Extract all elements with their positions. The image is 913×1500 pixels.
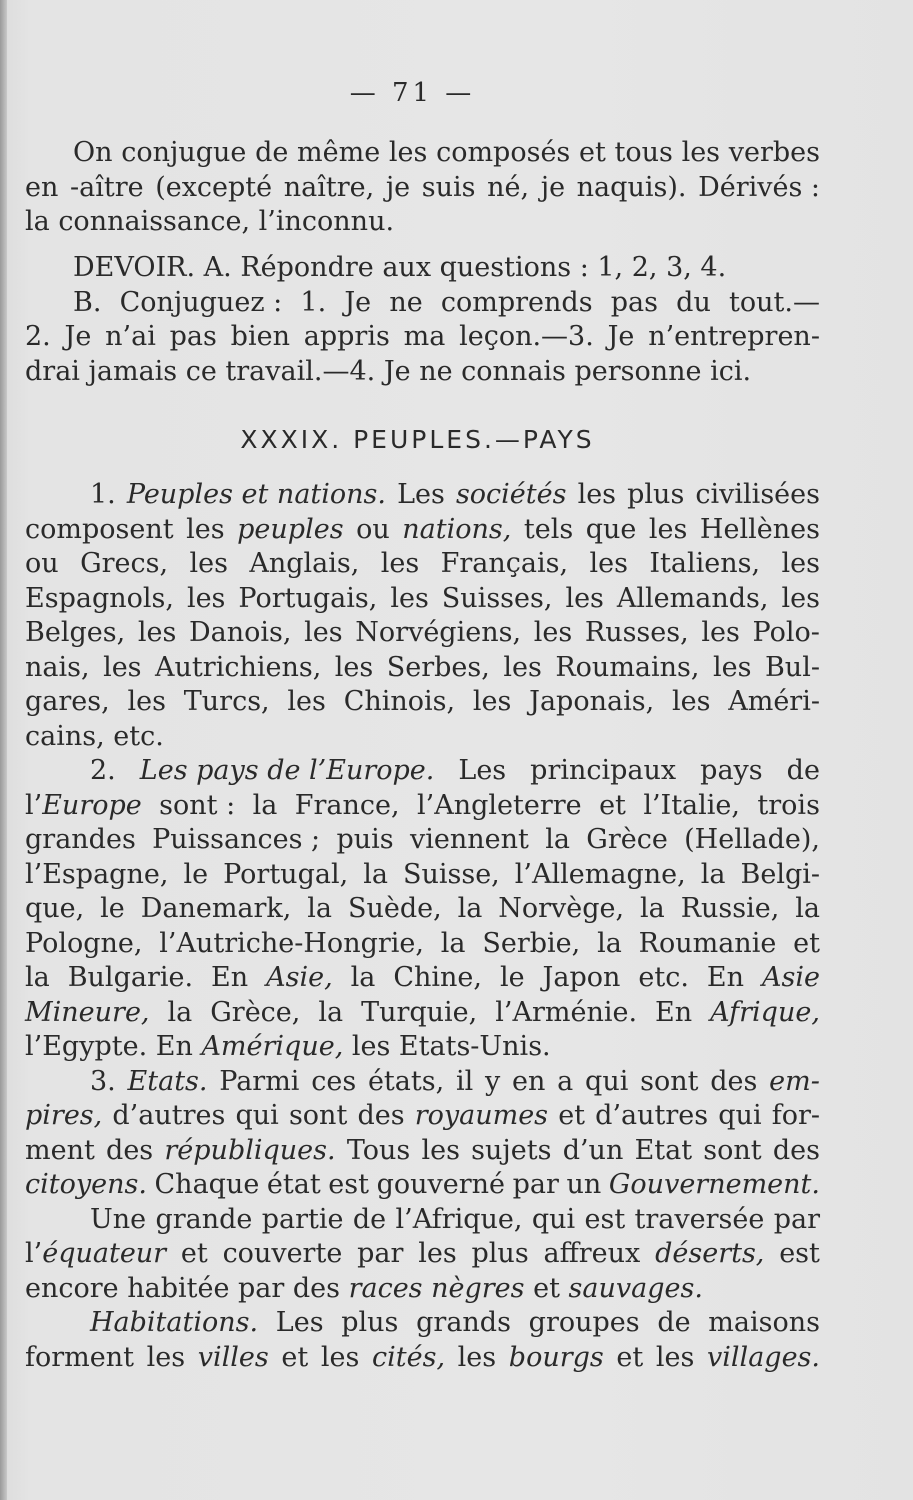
word: en [25,171,59,203]
word: il [455,1065,474,1097]
word: Les [397,479,445,510]
word: les [781,548,820,579]
word: n’entrepren- [648,321,820,352]
word: des [710,1065,758,1097]
word: d’un [562,1134,624,1166]
word: villages. [707,1341,820,1373]
word: Chaque [154,1169,260,1200]
word: Bul- [764,651,820,683]
word: par [773,1203,820,1235]
intro-line [25,136,820,171]
body-line [25,478,820,513]
word: sont [640,1065,699,1097]
word: les [533,617,573,648]
word: Grecs, [80,548,169,579]
word: même [297,137,381,168]
word: l’Afrique, [395,1203,523,1235]
word: les [418,1238,457,1269]
word: grande [155,1203,253,1235]
word: les [103,651,142,683]
word: Mineure, [25,996,150,1028]
word: ment [25,1134,95,1166]
word: Turquie, [361,996,478,1028]
word: la [457,893,483,924]
word: gouverné [376,1169,505,1200]
word: Turcs, [183,686,270,717]
word: Chine, [393,962,482,993]
word: ces [311,1065,357,1097]
word: trois [757,789,820,821]
word: les [189,548,228,579]
word: Espagnols, [25,582,174,614]
word: le [499,962,525,993]
word: est [584,1203,626,1235]
word: Polo- [752,617,820,648]
word: les [388,137,428,168]
chapter-heading: XXXIX. PEUPLES.—PAYS [240,425,595,454]
word: que, [25,893,85,924]
word: En [655,996,693,1028]
word: plus [471,1238,529,1269]
word: par [512,1169,559,1200]
word: de [352,1203,387,1235]
word: Allemands, [616,582,769,614]
word: les [565,582,604,614]
chapter-body [25,478,820,1375]
word: verbes [728,137,820,168]
word: état [266,1169,321,1200]
word: la [597,927,622,959]
body-line [25,961,820,996]
word: ne [389,286,423,318]
word: les [320,1341,360,1373]
word: etc. [638,962,689,993]
word: républiques. [164,1134,336,1166]
word: la [640,893,665,924]
word: l’ [25,1238,43,1269]
word: Danois, [188,617,292,648]
word: civilisées [695,479,820,510]
body-line [25,858,820,893]
word: ou [25,548,59,579]
body-line [25,892,820,927]
word: équateur [42,1238,167,1269]
word: qui [585,1065,629,1097]
word: a [557,1065,574,1097]
word: 2. [25,321,51,352]
word: Belgi- [740,858,820,890]
word: des [772,1134,820,1166]
word: l’Italie, [643,789,740,821]
word: de [255,137,289,168]
word: et [578,137,606,168]
word: Suisses, [441,582,553,614]
intro-line [25,205,820,240]
word: cités, [372,1341,446,1373]
word: Tous [346,1134,411,1166]
word: Parmi [219,1065,300,1097]
word: des [106,1134,154,1166]
word: Portugal, [223,858,349,890]
word: B. [73,286,102,318]
word: les [681,137,721,168]
word: gares, [25,686,110,717]
word: tout.— [729,286,820,318]
word: la [307,893,333,924]
word: Autrichiens, [155,651,322,683]
word: les [127,686,166,717]
word: Russes, [584,617,689,648]
devoir-line [25,355,820,390]
body-line [25,789,820,824]
word: 1. [90,479,116,510]
devoir-line [25,251,820,286]
body-line [25,1272,820,1307]
word: la [25,962,50,993]
word: le [100,893,125,924]
word: plus [341,1307,399,1338]
word: Japon [542,962,621,993]
body-line [25,616,820,651]
word: composent [25,513,174,545]
word: les [503,651,542,683]
word: pires, [25,1100,103,1131]
word: appris [303,321,390,352]
devoir-paragraph [25,251,820,389]
word: comprends [440,286,593,318]
word: peuples [237,513,344,545]
word: 2. [90,755,116,786]
word: sujets [471,1134,552,1166]
word: bourgs [508,1341,604,1373]
word: Suisse, [402,858,500,890]
word: et [793,927,820,959]
word: Bulgarie. [67,962,194,993]
word: Afrique, [710,996,820,1028]
word: sont : [159,789,236,821]
body-line [25,547,820,582]
word: qui [235,1100,279,1131]
word: maisons [708,1307,820,1338]
word: l’Egypte. En Amérique, les Etats-Unis. [25,1031,551,1062]
word: nations, [402,513,512,545]
word: pays [700,755,763,786]
word: les [457,1341,497,1373]
word: (excepté [155,171,273,203]
word: grands [416,1307,511,1338]
body-line [25,996,820,1031]
body-line [25,1030,820,1065]
word: Grèce [586,824,668,855]
word: royaumes [414,1100,549,1131]
word: Je [344,286,372,318]
word: les [577,479,617,510]
word: Je [607,321,635,352]
word: les [304,617,343,648]
word: déserts, [655,1238,765,1269]
word: Roumains, [555,651,700,683]
word [25,789,142,824]
word: Russie, [680,893,780,924]
word: les [589,548,628,579]
word: les [334,651,374,683]
word: for- [771,1100,820,1131]
word: France, [294,789,400,821]
body-line [25,582,820,617]
word: 1. [300,286,327,318]
word: traversée [634,1203,765,1235]
word: des [357,1100,405,1131]
word: l’Espagne, [25,858,169,890]
word: pas [169,321,217,352]
word: sont [703,1134,762,1166]
word: les [390,582,429,614]
word: Suède, [347,893,442,924]
word: la [545,824,570,855]
word: en [512,1065,546,1097]
word: les [186,582,226,614]
word: la [252,789,278,821]
word: Europe [42,789,142,821]
word: En [211,962,249,993]
word: On [73,137,113,168]
word: les [146,1341,186,1373]
word: de [786,755,820,786]
word: d’autres [112,1100,226,1131]
word: né, [487,171,530,203]
word: partie [261,1203,344,1235]
word: leçon.—3. [459,321,594,352]
word: Chinois, [343,686,456,717]
word: conjugue [121,137,247,168]
word: sont [288,1100,348,1131]
word: (Hellade), [684,824,820,855]
word: je [540,171,566,203]
word: les [421,1134,460,1166]
body-line [25,651,820,686]
word: naquis). [576,171,687,203]
word: composés [436,137,571,168]
intro-paragraph [25,136,820,240]
word: Serbes, [386,651,490,683]
body-line [25,1065,820,1100]
word: Serbie, [482,927,581,959]
word: tels [523,513,574,545]
word: plus [627,479,685,510]
word: Hellènes [699,513,820,545]
word: Conjuguez : [119,286,283,318]
word: naître, [283,171,375,203]
word: DEVOIR. A. Répondre aux questions : 1, 2, 3, 4. [73,252,727,283]
word [25,1237,166,1272]
body-line [25,1203,820,1238]
word: Asie [761,962,820,993]
word: citoyens. [25,1169,147,1200]
word: Gouvernement. [608,1169,820,1200]
word: les [781,582,820,614]
word: sociétés [455,479,567,510]
word: états, [367,1065,445,1097]
word: bien [230,321,290,352]
word: Une [90,1203,147,1235]
word: l’ [25,789,43,821]
word: les [671,686,711,717]
word: -aître [69,171,144,203]
word: la [795,893,820,924]
word: Les pays de l’Europe. [139,755,435,786]
word: Asie, [266,962,333,993]
word: l’Arménie. [495,996,638,1028]
word: affreux [543,1238,641,1269]
word: Dérivés : [698,171,820,203]
word: et [281,1341,309,1373]
word: Roumanie [638,927,777,959]
word: la [167,996,193,1028]
body-line [25,927,820,962]
word: la connaissance, l’inconnu. [25,206,395,237]
word: la [440,927,466,959]
word: et [558,1100,586,1131]
body-line [25,1168,820,1203]
body-line [25,1306,820,1341]
word: Danemark, [140,893,292,924]
word: est [328,1169,369,1200]
word: pas [610,286,658,318]
word: et [616,1341,644,1373]
body-line [25,513,820,548]
word: tous [614,137,673,168]
word: un [566,1169,602,1200]
word: em- [769,1065,820,1097]
word: qui [718,1100,762,1131]
word: principaux [530,755,677,786]
word: et [180,1238,208,1269]
word: Belges, [25,617,126,648]
word: Habitations. [90,1307,259,1338]
word: Je [64,321,92,352]
page-number: — 71 — [349,78,476,108]
word: l’Allemagne, [514,858,686,890]
word: viennent [409,824,529,855]
word: les [472,686,512,717]
word: encore habitée par des races nègres et sauvages. [25,1272,703,1304]
word: 3. [90,1065,116,1097]
word: Pologne, [25,927,143,959]
word: les [186,513,225,545]
word: qui [531,1203,576,1235]
word: l’Autriche-Hongrie, [159,927,424,959]
word: cains, etc. [25,720,164,752]
body-line [25,685,820,720]
word: la [318,996,344,1028]
word: la [350,962,376,993]
word: Grèce, [210,996,301,1028]
word: couverte [222,1238,343,1269]
word: par [357,1238,404,1269]
body-line [25,1341,820,1376]
word: n’ai [105,321,156,352]
word: du [676,286,711,318]
body-line [25,823,820,858]
word: Etat [634,1134,693,1166]
intro-line [25,171,820,206]
word: de [657,1307,691,1338]
word: est [779,1238,820,1269]
body-line [25,1099,820,1134]
word: ma [403,321,446,352]
word: l’Angleterre [417,789,582,821]
word: suis [421,171,476,203]
word: les [701,617,740,648]
word: Etats. [127,1065,208,1097]
word: En [706,962,744,993]
word: Norvège, [498,893,625,924]
body-line [25,1237,820,1272]
word: les [712,651,752,683]
word: les [655,1341,695,1373]
word: Les [458,755,507,786]
body-line [25,1134,820,1169]
word: Les [275,1307,324,1338]
page-gutter [0,0,7,1500]
word: puis [336,824,394,855]
word: villes [197,1341,269,1373]
body-line [25,754,820,789]
word: Norvégiens, [355,617,522,648]
word: les [287,686,326,717]
word: que [585,513,637,545]
word: d’autres [595,1100,709,1131]
word: Portugais, [238,582,378,614]
word: Japonais, [529,686,655,717]
devoir-line [25,286,820,321]
word: les [648,513,688,545]
word: Anglais, [249,548,360,579]
body-line [25,720,820,755]
word: le [183,858,209,890]
word: les [137,617,177,648]
word: Améri- [728,686,820,717]
word: Français, [440,548,569,579]
word: Italiens, [649,548,761,579]
word: les [380,548,420,579]
word: drai jamais ce travail.—4. Je ne connais personne ici. [25,355,752,387]
word: je [385,171,411,203]
word: groupes [528,1307,640,1338]
word: y [484,1065,501,1097]
word: la [700,858,726,890]
devoir-line [25,320,820,355]
word: grandes [25,824,136,855]
word: ou [356,513,390,545]
word: forment [25,1341,134,1373]
word: la [363,858,388,890]
word: Peuples et nations. [126,479,386,510]
word: et [599,789,626,821]
word: nais, [25,651,90,683]
word: Puissances ; [152,824,321,855]
